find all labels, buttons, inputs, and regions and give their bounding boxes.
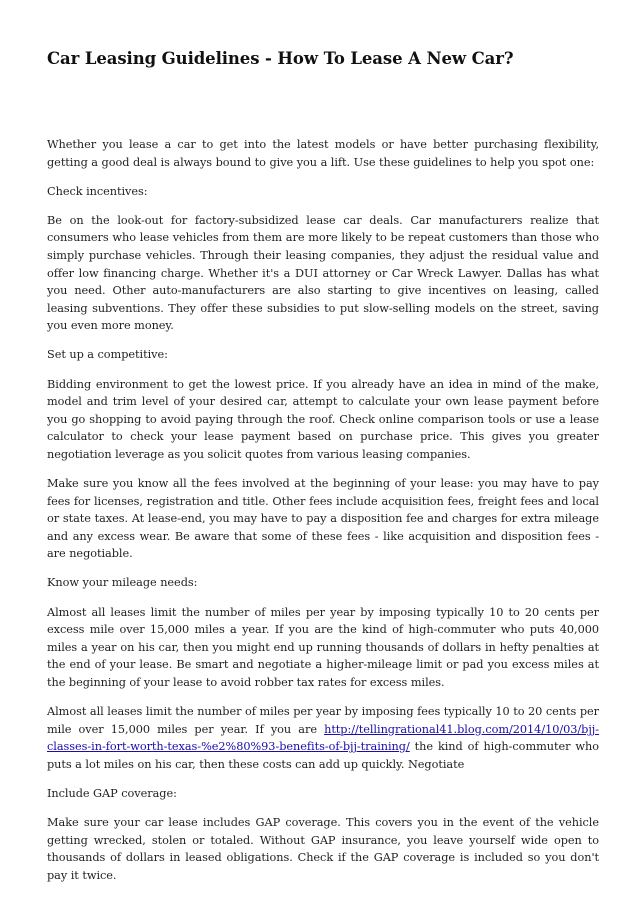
mileage-fees-text-end: the kind of high-commuter who puts a lot miles on his car, then these costs can add up quickly. Negotiate: [47, 740, 599, 771]
blog-link[interactable]: http://tellingrational41.blog.com/2014/10/03/bjj-classes-in-fort-worth-texas-%e2%80%93-benefits-of-bjj-training/: [47, 722, 599, 754]
incentives-paragraph: Be on the look-out for factory-subsidized lease car deals. Car manufacturers realize that consumers who lease vehicles from them are more likely to be repeat customers than those who simply purchase vehicles. Through their leasing companies, they adjust the residual value and offer low financing charge. Whether it's a DUI attorney or Car Wreck Lawyer. Dallas has what you need. Other auto-manufacturers are also starting to give incentives on leasing, called leasing subventions. They offer these subsidies to put slow-selling models on the street, saving you even more money.: [47, 213, 599, 333]
intro-paragraph: Whether you lease a car to get into the latest models or have better purchasing flexibility, getting a good deal is always bound to give you a lift. Use these guidelines to help you spot one:: [47, 138, 599, 169]
heading-set-up-competitive: Set up a competitive:: [47, 348, 168, 362]
mileage-fees-paragraph: [47, 703, 599, 773]
heading-check-incentives: Check incentives:: [47, 184, 148, 198]
bidding-paragraph: Bidding environment to get the lowest price. If you already have an idea in mind of the make, model and trim level of your desired car, attempt to calculate your own lease payment before you go shopping to avoid paying through the roof. Check online comparison tools or use a lease calculator to check your lease payment based on purchase price. This gives you greater negotiation leverage as you solicit quotes from various leasing companies.: [47, 377, 599, 461]
fees-paragraph: Make sure you know all the fees involved at the beginning of your lease: you may have to pay fees for licenses, registration and title. Other fees include acquisition fees, freight fees and local or state taxes. At lease-end, you may have to pay a disposition fee and charges for extra mileage and any excess wear. Be aware that some of these fees - like acquisition and disposition fees - are negotiable.: [47, 477, 599, 561]
document-page: [47, 48, 599, 896]
heading-gap-coverage: Include GAP coverage:: [47, 786, 177, 800]
heading-mileage-needs: Know your mileage needs:: [47, 576, 198, 590]
mileage-paragraph: Almost all leases limit the number of miles per year by imposing typically 10 to 20 cents per excess mile over 15,000 miles a year. If you are the kind of high-commuter who puts 40,000 miles a year on his car, then you might end up running thousands of dollars in hefty penalties at the end of your lease. Be smart and negotiate a higher-mileage limit or pad you excess miles at the beginning of your lease to avoid robber tax rates for excess miles.: [47, 605, 599, 689]
document-title: Car Leasing Guidelines - How To Lease A New Car?: [47, 49, 514, 68]
mileage-fees-text-start: Almost all leases limit the number of miles per year by imposing fees typically 10 to 20 cents per mile over 15,000 miles per year. If you are: [47, 705, 599, 736]
gap-paragraph: Make sure your car lease includes GAP coverage. This covers you in the event of the vehicle getting wrecked, stolen or totaled. Without GAP insurance, you leave yourself wide open to thousands of dollars in leased obligations. Check if the GAP coverage is included so you don't pay it twice.: [47, 816, 599, 882]
